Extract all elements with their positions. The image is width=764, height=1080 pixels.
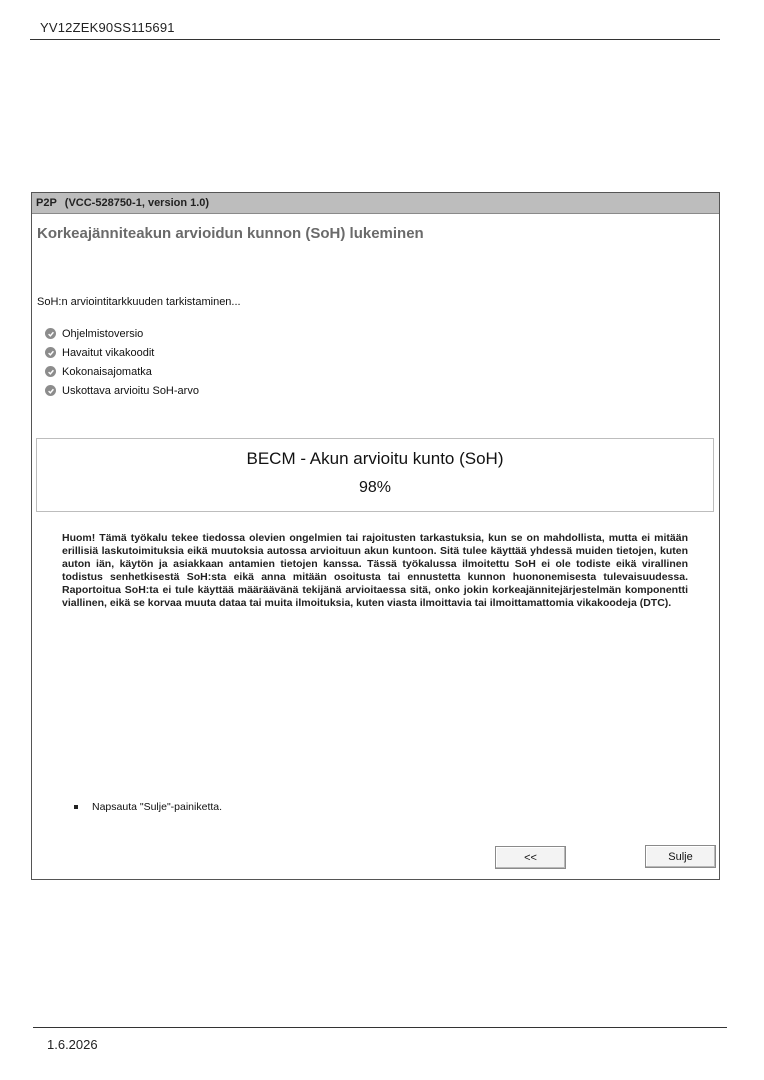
window-title-app: P2P xyxy=(36,197,57,209)
back-button[interactable]: << xyxy=(495,846,566,869)
close-button[interactable]: Sulje xyxy=(645,845,716,868)
header-divider xyxy=(30,39,720,40)
check-item-label: Ohjelmistoversio xyxy=(62,327,144,340)
check-circle-icon xyxy=(45,366,56,377)
soh-result-panel xyxy=(36,438,714,512)
footer-date: 1.6.2026 xyxy=(47,1037,98,1052)
check-item-label: Uskottava arvioitu SoH-arvo xyxy=(62,384,199,397)
p2p-dialog-window xyxy=(31,192,720,880)
instruction-item xyxy=(74,801,222,813)
soh-result-title: BECM - Akun arvioitu kunto (SoH) xyxy=(246,449,504,468)
check-item-label: Havaitut vikakoodit xyxy=(62,346,155,359)
check-item-total-mileage xyxy=(45,362,199,381)
check-item-fault-codes xyxy=(45,343,199,362)
window-title-version: (VCC-528750-1, version 1.0) xyxy=(64,197,210,209)
check-list xyxy=(45,324,199,400)
window-titlebar xyxy=(32,193,719,214)
check-item-plausible-soh xyxy=(45,381,199,400)
soh-result-value: 98% xyxy=(358,479,392,496)
check-circle-icon xyxy=(45,347,56,358)
instruction-text: Napsauta "Sulje"-painiketta. xyxy=(92,801,223,813)
document-header-code: YV12ZEK90SS115691 xyxy=(40,20,175,35)
footer-divider xyxy=(33,1027,727,1028)
disclaimer-note: Huom! Tämä työkalu tekee tiedossa olevien ongelmien tai rajoitusten tarkastuksia, kun se on mahdollista, mutta ei mitään erillisiä laskutoimituksia eikä muutoksia autossa arvioituun akun kuntoon. Sitä tulee käyttää yhdessä muiden tietojen, kuten auton iän, käytön ja asiakkaan antamien tietojen kanssa. Tässä työkalussa ilmoitettu SoH ei ole todiste eikä virallinen todistus senhetkisestä SoH:sta eikä anna mitään osoitusta tai ennustetta kunnon huononemisesta tulevaisuudessa. Raportoitua SoH:ta ei tule käyttää määräävänä tekijänä arvioitaessa sitä, onko jokin korkeajännitejärjestelmän komponentti viallinen, eikä se korvaa muuta dataa tai muita ilmoituksia, kuten viasta ilmoittavia tai ilmoittamattomia vikakoodeja (DTC). xyxy=(62,532,688,609)
check-item-label: Kokonaisajomatka xyxy=(62,365,152,378)
check-item-software-version xyxy=(45,324,199,343)
bullet-icon xyxy=(74,805,78,809)
checking-status-text: SoH:n arviointitarkkuuden tarkistaminen... xyxy=(37,296,241,308)
page-title: Korkeajänniteakun arvioidun kunnon (SoH) lukeminen xyxy=(37,225,424,242)
check-circle-icon xyxy=(45,385,56,396)
check-circle-icon xyxy=(45,328,56,339)
